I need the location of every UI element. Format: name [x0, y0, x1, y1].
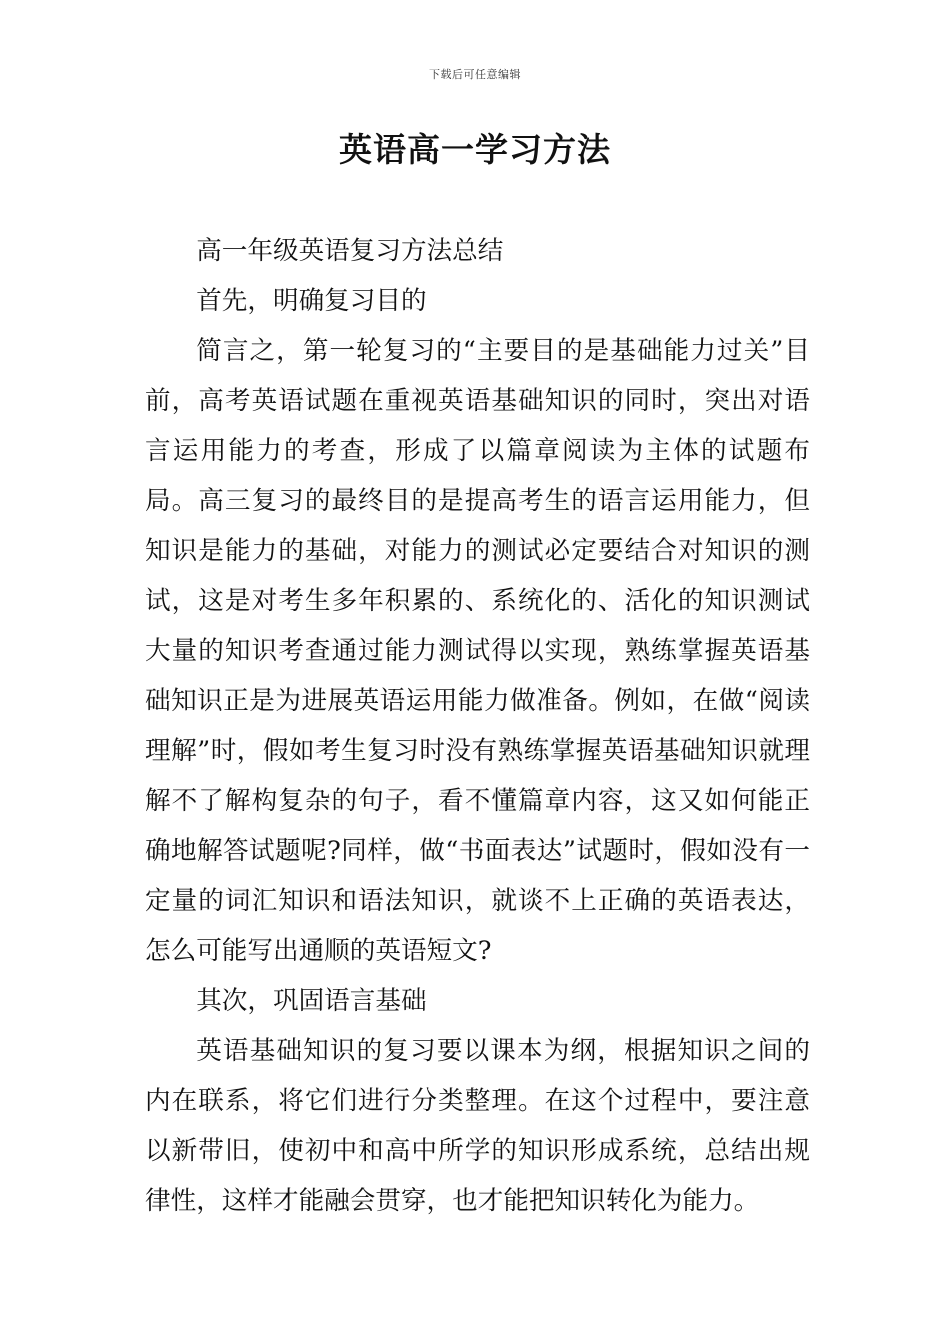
section-heading-second: 其次，巩固语言基础 [196, 986, 427, 1016]
document-body [145, 226, 810, 1226]
header-note: 下载后可任意编辑 [429, 68, 521, 81]
subtitle-paragraph: 高一年级英语复习方法总结 [196, 236, 504, 266]
body-paragraph: 英语基础知识的复习要以课本为纲，根据知识之间的内在联系，将它们进行分类整理。在这个过程中，要注意以新带旧，使初中和高中所学的知识形成系统，总结出规律性，这样才能融会贯穿，也才能把知识转化为能力。 [145, 1036, 810, 1216]
body-paragraph: 简言之，第一轮复习的“主要目的是基础能力过关”目前，高考英语试题在重视英语基础知识的同时，突出对语言运用能力的考查，形成了以篇章阅读为主体的试题布局。高三复习的最终目的是提高考生的语言运用能力，但知识是能力的基础，对能力的测试必定要结合对知识的测试，这是对考生多年积累的、系统化的、活化的知识测试大量的知识考查通过能力测试得以实现，熟练掌握英语基础知识正是为进展英语运用能力做准备。例如，在做“阅读理解”时，假如考生复习时没有熟练掌握英语基础知识就理解不了解构复杂的句子，看不懂篇章内容，这又如何能正确地解答试题呢?同样，做“书面表达”试题时，假如没有一定量的词汇知识和语法知识，就谈不上正确的英语表达，怎么可能写出通顺的英语短文? [145, 336, 810, 966]
document-title: 英语高一学习方法 [339, 130, 611, 169]
section-heading-first: 首先，明确复习目的 [196, 286, 427, 316]
